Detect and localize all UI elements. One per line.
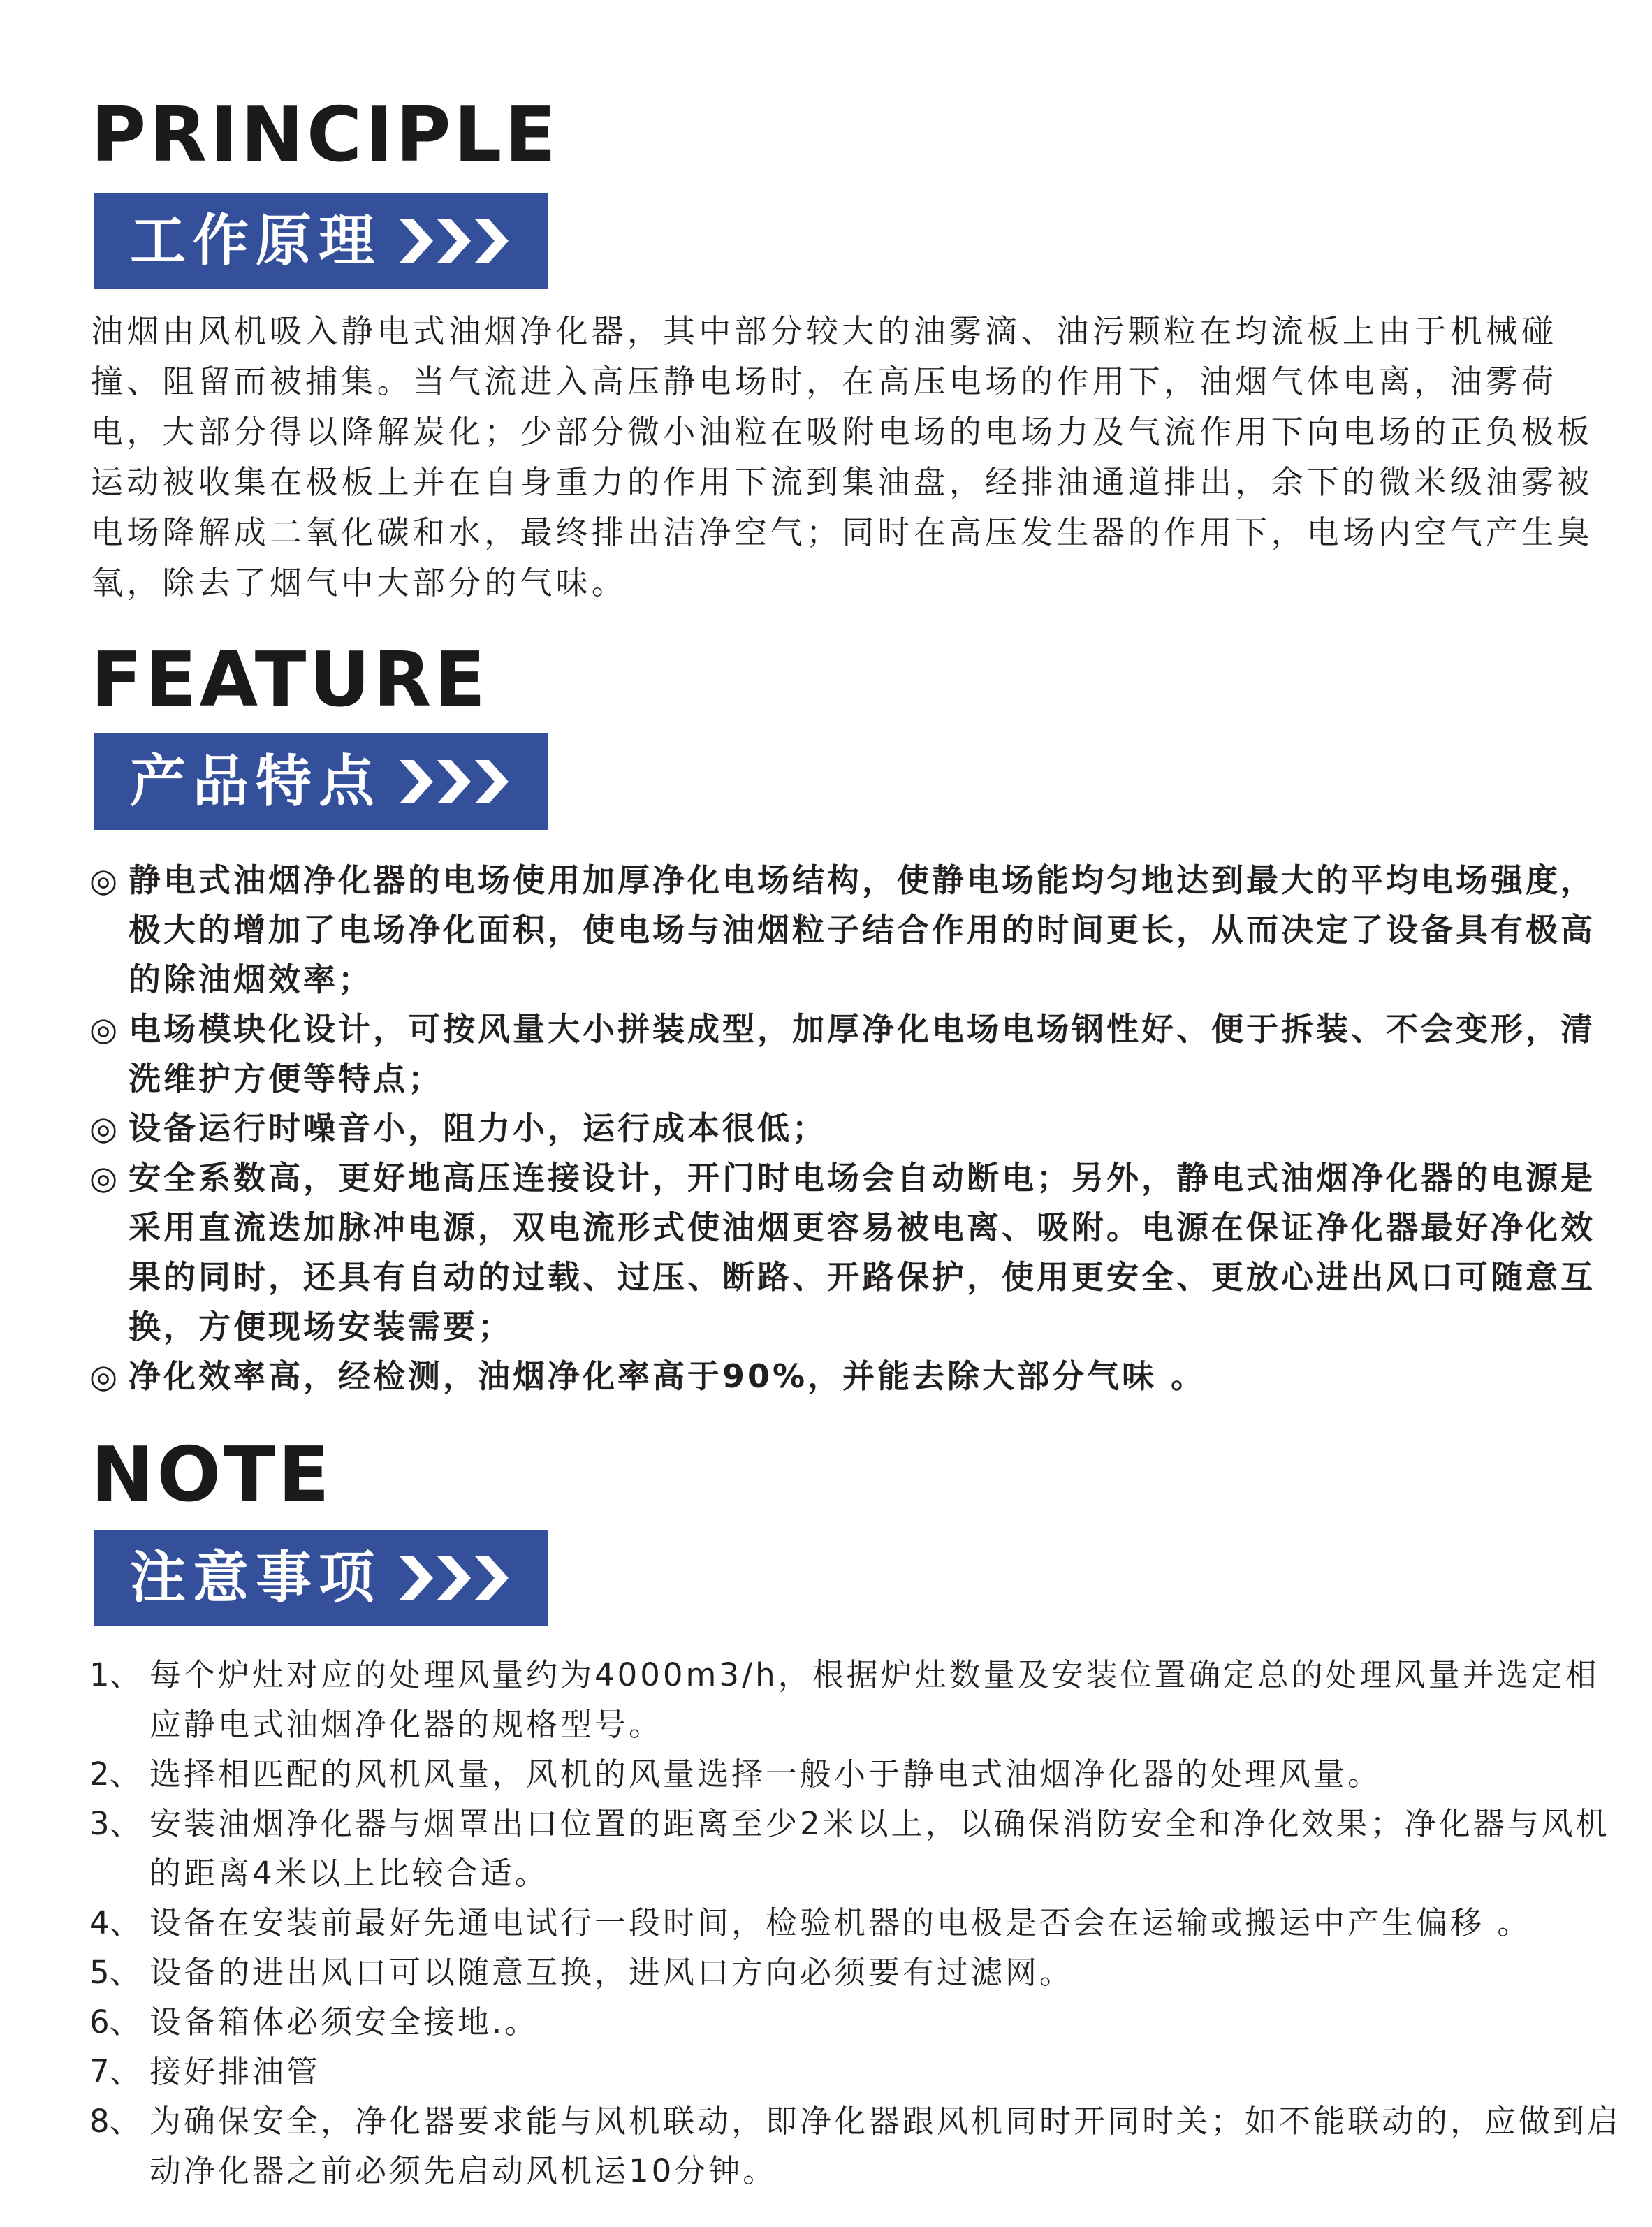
note-list: [89, 1650, 1626, 2196]
note-item: [89, 1948, 1626, 1997]
note-item: [89, 2096, 1626, 2196]
note-item-text: 设备箱体必须安全接地.。: [149, 2003, 539, 2040]
triple-chevron-right-icon: [400, 757, 511, 806]
feature-item-text: 静电式油烟净化器的电场使用加厚净化电场结构，使静电场能均匀地达到最大的平均电场强度，极大的增加了电场净化面积，使电场与油烟粒子结合作用的时间更长，从而决定了设备具有极高的除油烟效率；: [129, 861, 1595, 998]
note-item: [89, 1799, 1626, 1898]
triple-chevron-right-icon: [400, 217, 511, 265]
note-item-number: 6、: [89, 2003, 141, 2040]
feature-item-text: 设备运行时噪音小，阻力小，运行成本很低；: [129, 1109, 827, 1147]
feature-item: [89, 1104, 1598, 1153]
double-circle-icon: ◎: [89, 1159, 118, 1197]
note-item-number: 1、: [89, 1656, 141, 1693]
double-circle-icon: ◎: [89, 1357, 118, 1395]
note-item-text: 选择相匹配的风机风量，风机的风量选择一般小于静电式油烟净化器的处理风量。: [149, 1755, 1382, 1792]
feature-banner: [94, 733, 548, 830]
feature-banner-title: 产品特点: [130, 749, 381, 814]
feature-item-text: 安全系数高，更好地高压连接设计，开门时电场会自动断电；另外，静电式油烟净化器的电源是采用直流迭加脉冲电源，双电流形式使油烟更容易被电离、吸附。电源在保证净化器最好净化效果的同时，还具有自动的过载、过压、断路、开路保护，使用更安全、更放心进出风口可随意互换，方便现场安装需要；: [129, 1159, 1595, 1345]
feature-item: [89, 1153, 1598, 1352]
note-item-text: 设备在安装前最好先通电试行一段时间，检验机器的电极是否会在运输或搬运中产生偏移 。: [149, 1904, 1532, 1941]
feature-item-text: 电场模块化设计，可按风量大小拼装成型，加厚净化电场电场钢性好、便于拆装、不会变形，清洗维护方便等特点；: [129, 1010, 1595, 1097]
principle-text: 油烟由风机吸入静电式油烟净化器，其中部分较大的油雾滴、油污颗粒在均流板上由于机械碰撞、阻留而被捕集。当气流进入高压静电场时，在高压电场的作用下，油烟气体电离，油雾荷电，大部分得以降解炭化；少部分微小油粒在吸附电场的电场力及气流作用下向电场的正负极板运动被收集在极板上并在自身重力的作用下流到集油盘，经排油通道排出，余下的微米级油雾被电场降解成二氧化碳和水，最终排出洁净空气；同时在高压发生器的作用下，电场内空气产生臭氧，除去了烟气中大部分的气味。: [91, 312, 1593, 601]
note-item: [89, 1997, 1626, 2047]
note-item-number: 3、: [89, 1805, 141, 1842]
note-banner-title: 注意事项: [130, 1545, 381, 1610]
note-item-text: 接好排油管: [149, 2053, 321, 2090]
double-circle-icon: ◎: [89, 861, 118, 899]
note-item-text: 安装油烟净化器与烟罩出口位置的距离至少2米以上，以确保消防安全和净化效果；净化器与风机的距离4米以上比较合适。: [149, 1805, 1610, 1892]
note-item-text: 每个炉灶对应的处理风量约为4000m3/h，根据炉灶数量及安装位置确定总的处理风量并选定相应静电式油烟净化器的规格型号。: [149, 1656, 1600, 1743]
note-heading: NOTE: [91, 1431, 332, 1519]
note-item-number: 2、: [89, 1755, 141, 1792]
double-circle-icon: ◎: [89, 1109, 118, 1147]
note-item-text: 为确保安全，净化器要求能与风机联动，即净化器跟风机同时开同时关；如不能联动的，应做到启动净化器之前必须先启动风机运10分钟。: [149, 2103, 1622, 2189]
note-item-number: 7、: [89, 2053, 141, 2090]
note-item: [89, 1898, 1626, 1948]
note-item: [89, 2047, 1626, 2096]
feature-item: [89, 1352, 1598, 1401]
feature-heading: FEATURE: [91, 636, 489, 724]
principle-heading: PRINCIPLE: [91, 92, 560, 179]
feature-item: [89, 1005, 1598, 1104]
note-item: [89, 1650, 1626, 1749]
note-item-text: 设备的进出风口可以随意互换，进风口方向必须要有过滤网。: [149, 1954, 1074, 1991]
note-item-number: 8、: [89, 2103, 141, 2140]
feature-list: [89, 856, 1598, 1401]
feature-item: [89, 856, 1598, 1005]
triple-chevron-right-icon: [400, 1554, 511, 1602]
principle-banner: [94, 193, 548, 289]
feature-item-text: 净化效率高，经检测，油烟净化率高于90%，并能去除大部分气味 。: [129, 1357, 1206, 1395]
note-item-number: 5、: [89, 1954, 141, 1991]
principle-banner-title: 工作原理: [130, 208, 381, 273]
note-banner: [94, 1530, 548, 1626]
note-item-number: 4、: [89, 1904, 141, 1941]
double-circle-icon: ◎: [89, 1010, 118, 1048]
note-item: [89, 1749, 1626, 1799]
